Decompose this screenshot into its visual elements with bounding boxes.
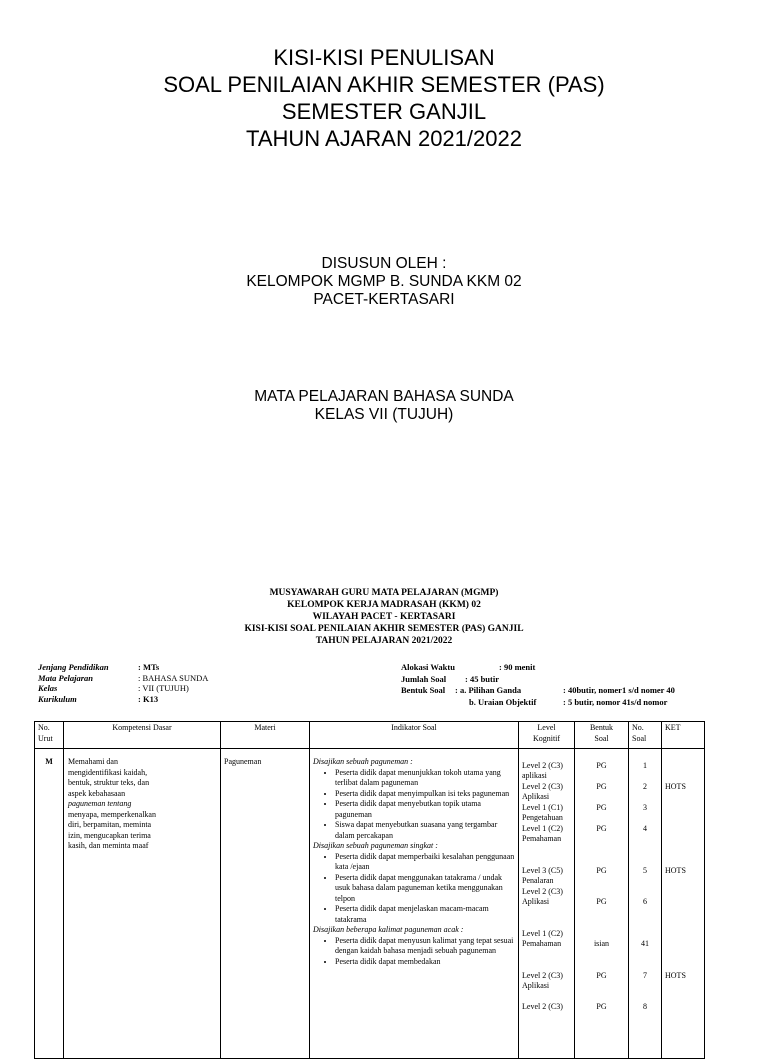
meta-info-left bbox=[38, 662, 208, 704]
indikator-group-intro: Disajikan sebuah paguneman singkat : bbox=[313, 841, 438, 850]
meta-value: : 5 butir, nomor 41s/d nomor bbox=[563, 696, 668, 707]
keterangan-line bbox=[665, 761, 701, 772]
cell-level-kognitif bbox=[519, 749, 575, 1059]
keterangan-line bbox=[665, 929, 701, 940]
meta-row-mapel bbox=[38, 673, 208, 684]
meta-row-kurikulum bbox=[38, 694, 208, 705]
level-kognitif-line bbox=[522, 845, 571, 856]
bentuk-soal-line: PG bbox=[596, 760, 607, 770]
cell-kompetensi-dasar bbox=[64, 749, 221, 1059]
header-level-line: Kognitif bbox=[532, 733, 561, 743]
level-kognitif-line: Level 1 (C2) bbox=[522, 928, 563, 938]
header-indikator: Indikator Soal bbox=[310, 722, 519, 749]
kd-line: diri, berpamitan, meminta bbox=[68, 820, 152, 829]
bentuk-soal-line: PG bbox=[596, 897, 607, 906]
level-kognitif-line: Pemahaman bbox=[522, 939, 562, 948]
bentuk-soal-line bbox=[578, 981, 625, 992]
bentuk-soal-line bbox=[578, 950, 625, 961]
bentuk-soal-line: PG bbox=[596, 865, 607, 875]
cell-keterangan bbox=[662, 749, 705, 1059]
level-kognitif-line: Aplikasi bbox=[522, 897, 550, 906]
level-kognitif-line: Level 2 (C3) bbox=[522, 1002, 563, 1011]
keterangan-line bbox=[665, 855, 701, 866]
level-kognitif-line: Aplikasi bbox=[522, 792, 550, 801]
bentuk-soal-line bbox=[578, 855, 625, 866]
cell-bentuk-soal bbox=[575, 749, 629, 1059]
nomor-soal-line bbox=[632, 792, 658, 803]
header-bentuk-line: Bentuk bbox=[589, 723, 614, 732]
cover-title-line: KISI-KISI PENULISAN bbox=[273, 45, 495, 70]
bentuk-soal-line bbox=[578, 876, 625, 887]
nomor-soal-line: 41 bbox=[641, 939, 649, 948]
indikator-list bbox=[313, 936, 515, 968]
keterangan-line bbox=[665, 887, 701, 898]
keterangan-line: HOTS bbox=[665, 970, 686, 980]
document-heading bbox=[0, 587, 768, 647]
indikator-item: • Siswa dapat menyebutkan suasana yang tergambar dalam percakapan bbox=[335, 820, 515, 841]
cover-title-line: TAHUN AJARAN 2021/2022 bbox=[246, 126, 522, 151]
meta-value: : 90 menit bbox=[499, 662, 536, 672]
nomor-soal-line bbox=[632, 834, 658, 845]
meta-row-jenjang bbox=[38, 662, 208, 673]
meta-label: Alokasi Waktu bbox=[401, 662, 455, 672]
heading-line: KELOMPOK KERJA MADRASAH (KKM) 02 bbox=[287, 600, 481, 610]
nomor-soal-line bbox=[632, 887, 658, 898]
bentuk-soal-line bbox=[578, 960, 625, 971]
level-kognitif-line bbox=[522, 960, 571, 971]
nomor-soal-line: 7 bbox=[643, 970, 647, 980]
nomor-soal-line bbox=[632, 750, 658, 761]
keterangan-line: HOTS bbox=[665, 781, 686, 791]
header-nomor-line: No. bbox=[632, 723, 644, 732]
kisi-kisi-table bbox=[34, 721, 705, 1059]
meta-label: Bentuk Soal bbox=[401, 685, 446, 695]
cover-title-line: SOAL PENILAIAN AKHIR SEMESTER (PAS) bbox=[163, 72, 605, 97]
level-kognitif-line: Level 3 (C5) bbox=[522, 865, 563, 875]
bentuk-soal-line: PG bbox=[596, 970, 607, 980]
level-kognitif-line: Level 1 (C1) bbox=[522, 802, 563, 812]
header-ket: KET bbox=[662, 722, 705, 749]
indikator-list bbox=[313, 768, 515, 842]
keterangan-line bbox=[665, 845, 701, 856]
nomor-soal-line: 2 bbox=[643, 781, 647, 791]
level-kognitif-line: Pemahaman bbox=[522, 834, 562, 843]
meta-label: Kurikulum bbox=[38, 693, 77, 704]
nomor-soal-line: 5 bbox=[643, 865, 647, 875]
keterangan-line bbox=[665, 771, 701, 782]
header-no-line: No. bbox=[38, 723, 50, 732]
kd-line: izin, mengucapkan terima bbox=[68, 830, 151, 840]
keterangan-line bbox=[665, 824, 701, 835]
bentuk-soal-line bbox=[578, 918, 625, 929]
indikator-item: • Peserta didik dapat memperbaiki kesalahan penggunaan kata /ejaan bbox=[335, 852, 515, 873]
bentuk-soal-line: PG bbox=[596, 802, 607, 812]
heading-line: MUSYAWARAH GURU MATA PELAJARAN (MGMP) bbox=[269, 588, 499, 598]
level-kognitif-line: Pengetahuan bbox=[522, 813, 563, 822]
meta-value: : a. Pilihan Ganda bbox=[455, 685, 522, 695]
keterangan-line bbox=[665, 950, 701, 961]
bentuk-soal-line bbox=[578, 750, 625, 761]
keterangan-line bbox=[665, 908, 701, 919]
table-row bbox=[35, 749, 705, 1059]
header-materi: Materi bbox=[221, 722, 310, 749]
level-kognitif-line bbox=[522, 855, 571, 866]
nomor-soal-line: 3 bbox=[643, 802, 647, 812]
bentuk-soal-line bbox=[578, 845, 625, 856]
level-kognitif-line bbox=[522, 750, 571, 761]
bentuk-soal-line bbox=[578, 792, 625, 803]
heading-line: TAHUN PELAJARAN 2021/2022 bbox=[315, 636, 453, 646]
indikator-item: • Peserta didik dapat menggunakan tatakrama / undak usuk bahasa dalam paguneman ketika menggunakan telpon bbox=[335, 873, 515, 905]
author-line: KELOMPOK MGMP B. SUNDA KKM 02 bbox=[246, 273, 522, 290]
header-kompetensi: Kompetensi Dasar bbox=[64, 722, 221, 749]
meta-label: Mata Pelajaran bbox=[38, 672, 94, 683]
bentuk-soal-line: PG bbox=[596, 823, 607, 833]
keterangan-line bbox=[665, 803, 701, 814]
cover-subject bbox=[0, 388, 768, 424]
bentuk-soal-line: PG bbox=[596, 1002, 607, 1011]
meta-value: : MTs bbox=[138, 662, 160, 672]
meta-value: : VII (TUJUH) bbox=[138, 683, 189, 693]
keterangan-line bbox=[665, 834, 701, 845]
nomor-soal-line: 1 bbox=[643, 760, 647, 770]
nomor-soal-line bbox=[632, 813, 658, 824]
cell-nomor-soal bbox=[629, 749, 662, 1059]
author-line: DISUSUN OLEH : bbox=[321, 255, 447, 272]
heading-line: KISI-KISI SOAL PENILAIAN AKHIR SEMESTER (PAS) GANJIL bbox=[244, 624, 524, 634]
keterangan-line bbox=[665, 750, 701, 761]
nomor-soal-line bbox=[632, 960, 658, 971]
subject-line: KELAS VII (TUJUH) bbox=[314, 406, 454, 423]
cell-materi: Paguneman bbox=[221, 749, 310, 1059]
cell-indikator bbox=[310, 749, 519, 1059]
heading-line: WILAYAH PACET - KERTASARI bbox=[312, 612, 456, 622]
level-kognitif-line: Level 2 (C3) bbox=[522, 781, 563, 791]
keterangan-line bbox=[665, 981, 701, 992]
nomor-soal-line bbox=[632, 929, 658, 940]
kd-line: mengidentifikasi kaidah, bbox=[68, 767, 148, 777]
bentuk-soal-line: PG bbox=[596, 781, 607, 791]
kd-line: aspek kebahasaan bbox=[68, 788, 126, 798]
kd-line: kasih, dan meminta maaf bbox=[68, 841, 149, 850]
cover-title bbox=[0, 44, 768, 152]
bentuk-soal-line bbox=[578, 834, 625, 845]
header-level bbox=[519, 722, 575, 749]
bentuk-soal-line bbox=[578, 771, 625, 782]
meta-value: : K13 bbox=[138, 693, 159, 704]
level-kognitif-line: Level 2 (C3) bbox=[522, 760, 563, 770]
keterangan-line bbox=[665, 992, 701, 1003]
kd-line: paguneman tentang bbox=[68, 799, 132, 808]
nomor-soal-line: 8 bbox=[643, 1002, 647, 1011]
indikator-group-intro: Disajikan beberapa kalimat paguneman acak : bbox=[313, 925, 464, 934]
meta-value: : 40butir, nomer1 s/d nomer 40 bbox=[563, 685, 675, 695]
header-nomor bbox=[629, 722, 662, 749]
bentuk-soal-line bbox=[578, 908, 625, 919]
header-nomor-line: Soal bbox=[632, 733, 647, 743]
level-kognitif-line: Level 2 (C3) bbox=[522, 886, 563, 896]
keterangan-line bbox=[665, 897, 701, 908]
bentuk-soal-line bbox=[578, 813, 625, 824]
indikator-item: • Peserta didik dapat menjelaskan macam-macam tatakrama bbox=[335, 904, 515, 925]
keterangan-line bbox=[665, 813, 701, 824]
meta-value: : BAHASA SUNDA bbox=[138, 672, 209, 683]
nomor-soal-line bbox=[632, 908, 658, 919]
header-level-line: Level bbox=[537, 723, 556, 732]
meta-value: : 45 butir bbox=[465, 673, 499, 684]
keterangan-line bbox=[665, 1002, 701, 1013]
table-header-row bbox=[35, 722, 705, 749]
bentuk-soal-line bbox=[578, 929, 625, 940]
level-kognitif-line bbox=[522, 918, 571, 929]
level-kognitif-line: Level 2 (C3) bbox=[522, 970, 563, 980]
indikator-list bbox=[313, 852, 515, 926]
indikator-item: • Peserta didik dapat membedakan bbox=[335, 957, 515, 968]
keterangan-line bbox=[665, 876, 701, 887]
nomor-soal-line: 4 bbox=[643, 823, 647, 833]
meta-label: b. Uraian Objektif bbox=[469, 696, 537, 707]
indikator-group-intro: Disajikan sebuah paguneman : bbox=[313, 757, 413, 766]
level-kognitif-line: Penalaran bbox=[522, 876, 554, 885]
nomor-soal-line bbox=[632, 950, 658, 961]
level-kognitif-line: Aplikasi bbox=[522, 981, 550, 990]
level-kognitif-line: aplikasi bbox=[522, 771, 547, 780]
nomor-soal-line bbox=[632, 981, 658, 992]
keterangan-line bbox=[665, 918, 701, 929]
indikator-item: • Peserta didik dapat menunjukkan tokoh utama yang terlibat dalam paguneman bbox=[335, 768, 515, 789]
indikator-item: • Peserta didik dapat menyusun kalimat yang tepat sesuai dengan kaidah bahasa menjadi sebuah paguneman bbox=[335, 936, 515, 957]
header-bentuk bbox=[575, 722, 629, 749]
cell-no-urut: M bbox=[35, 749, 64, 1059]
kd-line: menyapa, memperkenalkan bbox=[68, 809, 156, 819]
indikator-item: • Peserta didik dapat menyimpulkan isi teks paguneman bbox=[335, 789, 515, 800]
level-kognitif-line bbox=[522, 950, 571, 961]
kd-line: Memahami dan bbox=[68, 757, 118, 766]
level-kognitif-line: Level 1 (C2) bbox=[522, 823, 563, 833]
meta-label: Jumlah Soal bbox=[401, 673, 447, 684]
keterangan-line bbox=[665, 960, 701, 971]
author-line: PACET-KERTASARI bbox=[313, 291, 455, 308]
nomor-soal-line bbox=[632, 992, 658, 1003]
meta-row-kelas bbox=[38, 683, 208, 694]
cover-title-line: SEMESTER GANJIL bbox=[281, 99, 487, 124]
bentuk-soal-line: isian bbox=[593, 939, 610, 948]
header-no bbox=[35, 722, 64, 749]
bentuk-soal-line bbox=[578, 992, 625, 1003]
nomor-soal-line bbox=[632, 845, 658, 856]
level-kognitif-line bbox=[522, 992, 571, 1003]
header-bentuk-line: Soal bbox=[594, 733, 609, 743]
header-no-line: Urut bbox=[38, 733, 53, 743]
nomor-soal-line bbox=[632, 771, 658, 782]
kd-line: bentuk, struktur teks, dan bbox=[68, 778, 150, 787]
meta-label: Kelas bbox=[38, 683, 58, 693]
nomor-soal-line: 6 bbox=[643, 897, 647, 906]
meta-label: Jenjang Pendidikan bbox=[38, 662, 109, 672]
subject-line: MATA PELAJARAN BAHASA SUNDA bbox=[254, 388, 514, 405]
indikator-item: • Peserta didik dapat menyebutkan topik utama paguneman bbox=[335, 799, 515, 820]
nomor-soal-line bbox=[632, 855, 658, 866]
bentuk-soal-line bbox=[578, 887, 625, 898]
cover-author bbox=[0, 255, 768, 309]
nomor-soal-line bbox=[632, 876, 658, 887]
keterangan-line bbox=[665, 792, 701, 803]
level-kognitif-line bbox=[522, 908, 571, 919]
keterangan-line: HOTS bbox=[665, 865, 686, 875]
keterangan-line bbox=[665, 939, 701, 950]
nomor-soal-line bbox=[632, 918, 658, 929]
